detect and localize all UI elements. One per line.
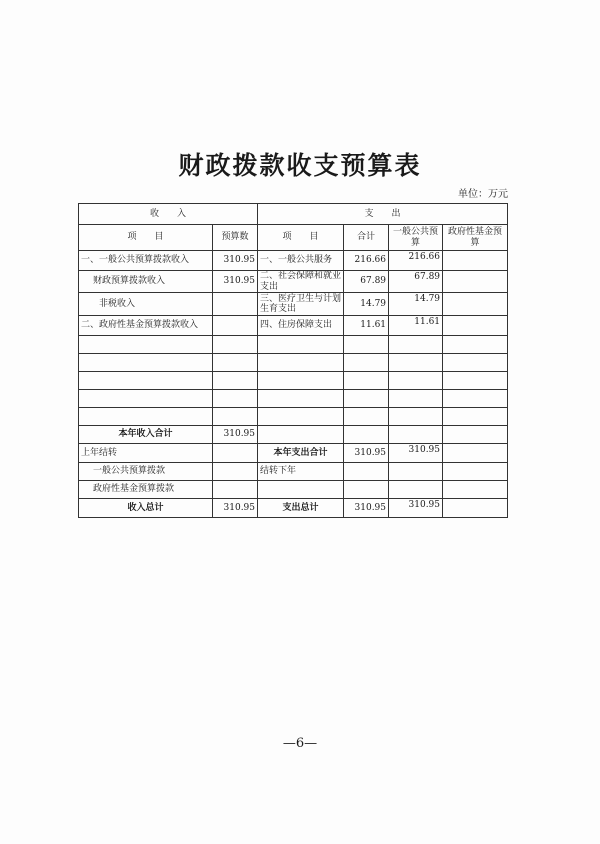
income-grand-amount: 310.95: [213, 499, 258, 518]
row-item-left: 二、政府性基金预算拨款收入: [79, 316, 213, 336]
row-total: 67.89: [344, 271, 389, 293]
expense-grand-total: 310.95: [344, 499, 389, 518]
carryover-gp-row: [79, 463, 508, 481]
expense-subtotal-general-public: 310.95: [389, 444, 443, 463]
row-item-right: 二、社会保障和就业支出: [258, 271, 344, 293]
empty-row: [79, 354, 508, 372]
income-grand-label: 收入总计: [79, 499, 213, 518]
expense-grand-general-public: 310.95: [389, 499, 443, 518]
empty-row: [79, 372, 508, 390]
carryover-gf-row: [79, 481, 508, 499]
col-general-public: 一般公共预算: [389, 225, 443, 251]
carryover-gp-label: 一般公共预算拨款: [79, 463, 213, 481]
row-gov-fund: [443, 251, 508, 271]
table-row: [79, 293, 508, 316]
col-item-left: 项 目: [79, 225, 213, 251]
empty-row: [79, 408, 508, 426]
row-item-right: 四、住房保障支出: [258, 316, 344, 336]
row-amount-left: 310.95: [213, 251, 258, 271]
row-gov-fund: [443, 316, 508, 336]
carryover-label: 上年结转: [79, 444, 213, 463]
carryover-row: [79, 444, 508, 463]
row-general-public: 67.89: [389, 271, 443, 293]
row-general-public: 11.61: [389, 316, 443, 336]
income-subtotal-amount: 310.95: [213, 426, 258, 444]
section-header-row: [79, 204, 508, 225]
column-header-row: [79, 225, 508, 251]
table-row: [79, 316, 508, 336]
row-general-public: 14.79: [389, 293, 443, 316]
expense-subtotal-total: 310.95: [344, 444, 389, 463]
expense-header: 支 出: [258, 204, 508, 225]
col-gov-fund: 政府性基金预算: [443, 225, 508, 251]
page-number: —6—: [282, 736, 318, 751]
carryover-gf-label: 政府性基金预算拨款: [79, 481, 213, 499]
col-item-right: 项 目: [258, 225, 344, 251]
row-gov-fund: [443, 271, 508, 293]
income-subtotal-row: [79, 426, 508, 444]
row-item-left: 一、一般公共预算拨款收入: [79, 251, 213, 271]
row-item-right: 三、医疗卫生与计划生育支出: [258, 293, 344, 316]
row-amount-left: 310.95: [213, 271, 258, 293]
income-header: 收 入: [79, 204, 258, 225]
expense-subtotal-label: 本年支出合计: [258, 444, 344, 463]
row-total: 14.79: [344, 293, 389, 316]
empty-row: [79, 390, 508, 408]
col-total: 合计: [344, 225, 389, 251]
row-item-left: 非税收入: [79, 293, 213, 316]
col-budget-amount: 预算数: [213, 225, 258, 251]
row-amount-left: [213, 293, 258, 316]
row-total: 216.66: [344, 251, 389, 271]
page-title: 财政拨款收支预算表: [178, 151, 422, 180]
table-row: [79, 251, 508, 271]
income-subtotal-label: 本年收入合计: [79, 426, 213, 444]
row-gov-fund: [443, 293, 508, 316]
budget-table: [78, 203, 508, 518]
row-amount-left: [213, 316, 258, 336]
row-total: 11.61: [344, 316, 389, 336]
empty-row: [79, 336, 508, 354]
expense-grand-label: 支出总计: [258, 499, 344, 518]
row-item-left: 财政预算拨款收入: [79, 271, 213, 293]
carry-forward-label: 结转下年: [258, 463, 344, 481]
row-general-public: 216.66: [389, 251, 443, 271]
grand-total-row: [79, 499, 508, 518]
table-row: [79, 271, 508, 293]
unit-label: 单位：万元: [458, 189, 508, 200]
row-item-right: 一、一般公共服务: [258, 251, 344, 271]
